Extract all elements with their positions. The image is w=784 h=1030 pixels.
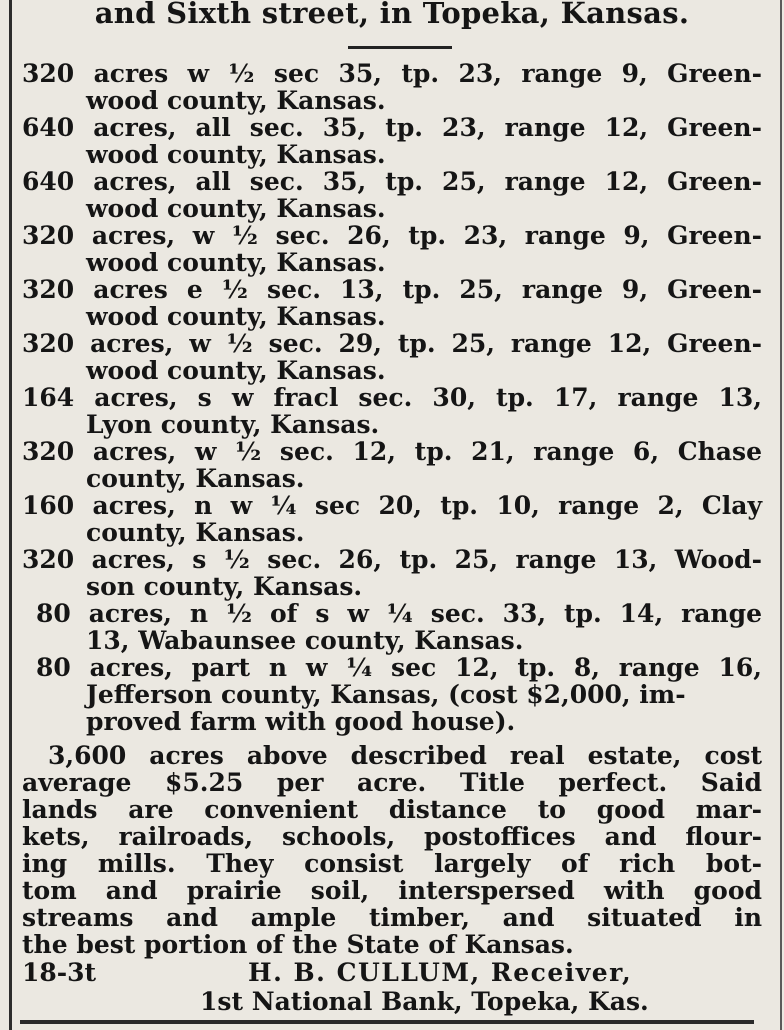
listing-line: 320 acres w ½ sec 35, tp. 23, range 9, Green-	[22, 59, 762, 88]
listing-line: son county, Kansas.	[86, 572, 363, 601]
listing-line: wood county, Kansas.	[86, 302, 386, 331]
listing-line: 320 acres, w ½ sec. 26, tp. 23, range 9, Green-	[22, 221, 762, 250]
summary-line: average $5.25 per acre. Title perfect. Said	[22, 768, 762, 797]
bottom-rule	[20, 1020, 754, 1024]
summary-line: kets, railroads, schools, postoffices and flour-	[22, 822, 762, 851]
listing-line: wood county, Kansas.	[86, 86, 386, 115]
listing-line: 320 acres, w ½ sec. 29, tp. 25, range 12, Green-	[22, 329, 762, 358]
listing-item	[22, 546, 762, 600]
listing-item	[22, 60, 762, 114]
receiver-name: H. B. CULLUM, Receiver,	[248, 958, 633, 987]
listing-item	[22, 330, 762, 384]
listing-line: 320 acres e ½ sec. 13, tp. 25, range 9, Green-	[22, 275, 762, 304]
listing-line: wood county, Kansas.	[86, 248, 386, 277]
column-rule-left	[9, 0, 12, 1030]
listing-item	[22, 384, 762, 438]
summary-line: tom and prairie soil, interspersed with good	[22, 876, 762, 905]
listing-line: proved farm with good house).	[86, 707, 516, 736]
summary-line: 3,600 acres above described real estate, cost	[48, 741, 762, 770]
listing-line: 80 acres, part n w ¼ sec 12, tp. 8, range 16,	[36, 653, 762, 682]
listing-item	[22, 438, 762, 492]
listing-item	[22, 222, 762, 276]
listing-line: 640 acres, all sec. 35, tp. 25, range 12, Green-	[22, 167, 762, 196]
listing-line: Lyon county, Kansas.	[86, 410, 380, 439]
land-listings	[22, 60, 762, 735]
listing-line: 640 acres, all sec. 35, tp. 23, range 12, Green-	[22, 113, 762, 142]
listing-line: county, Kansas.	[86, 518, 305, 547]
listing-line: wood county, Kansas.	[86, 140, 386, 169]
listing-item	[22, 654, 762, 735]
bank-address: 1st National Bank, Topeka, Kas.	[200, 987, 649, 1016]
listing-item	[22, 114, 762, 168]
listing-item	[22, 492, 762, 546]
summary-paragraph	[22, 742, 762, 958]
listing-line: wood county, Kansas.	[86, 356, 386, 385]
listing-line: wood county, Kansas.	[86, 194, 386, 223]
summary-line: ing mills. They consist largely of rich bot-	[22, 849, 762, 878]
listing-item	[22, 168, 762, 222]
listing-line: county, Kansas.	[86, 464, 305, 493]
listing-line: Jefferson county, Kansas, (cost $2,000, im-	[86, 680, 686, 709]
listing-line: 160 acres, n w ¼ sec 20, tp. 10, range 2, Clay	[22, 491, 762, 520]
listing-item	[22, 600, 762, 654]
section-divider	[348, 46, 452, 49]
summary-line: streams and ample timber, and situated in	[22, 903, 762, 932]
listing-line: 320 acres, w ½ sec. 12, tp. 21, range 6, Chase	[22, 437, 762, 466]
listing-item	[22, 276, 762, 330]
column-rule-right	[780, 0, 782, 1030]
summary-line: the best portion of the State of Kansas.	[22, 930, 574, 959]
summary-line: lands are convenient distance to good mar-	[22, 795, 762, 824]
header-line: and Sixth street, in Topeka, Kansas.	[94, 0, 690, 30]
listing-line: 164 acres, s w fracl sec. 30, tp. 17, range 13,	[22, 383, 762, 412]
listing-line: 80 acres, n ½ of s w ¼ sec. 33, tp. 14, range	[36, 599, 762, 628]
insertion-code: 18-3t	[22, 958, 97, 987]
listing-line: 13, Wabaunsee county, Kansas.	[86, 626, 524, 655]
listing-line: 320 acres, s ½ sec. 26, tp. 25, range 13, Wood-	[22, 545, 762, 574]
